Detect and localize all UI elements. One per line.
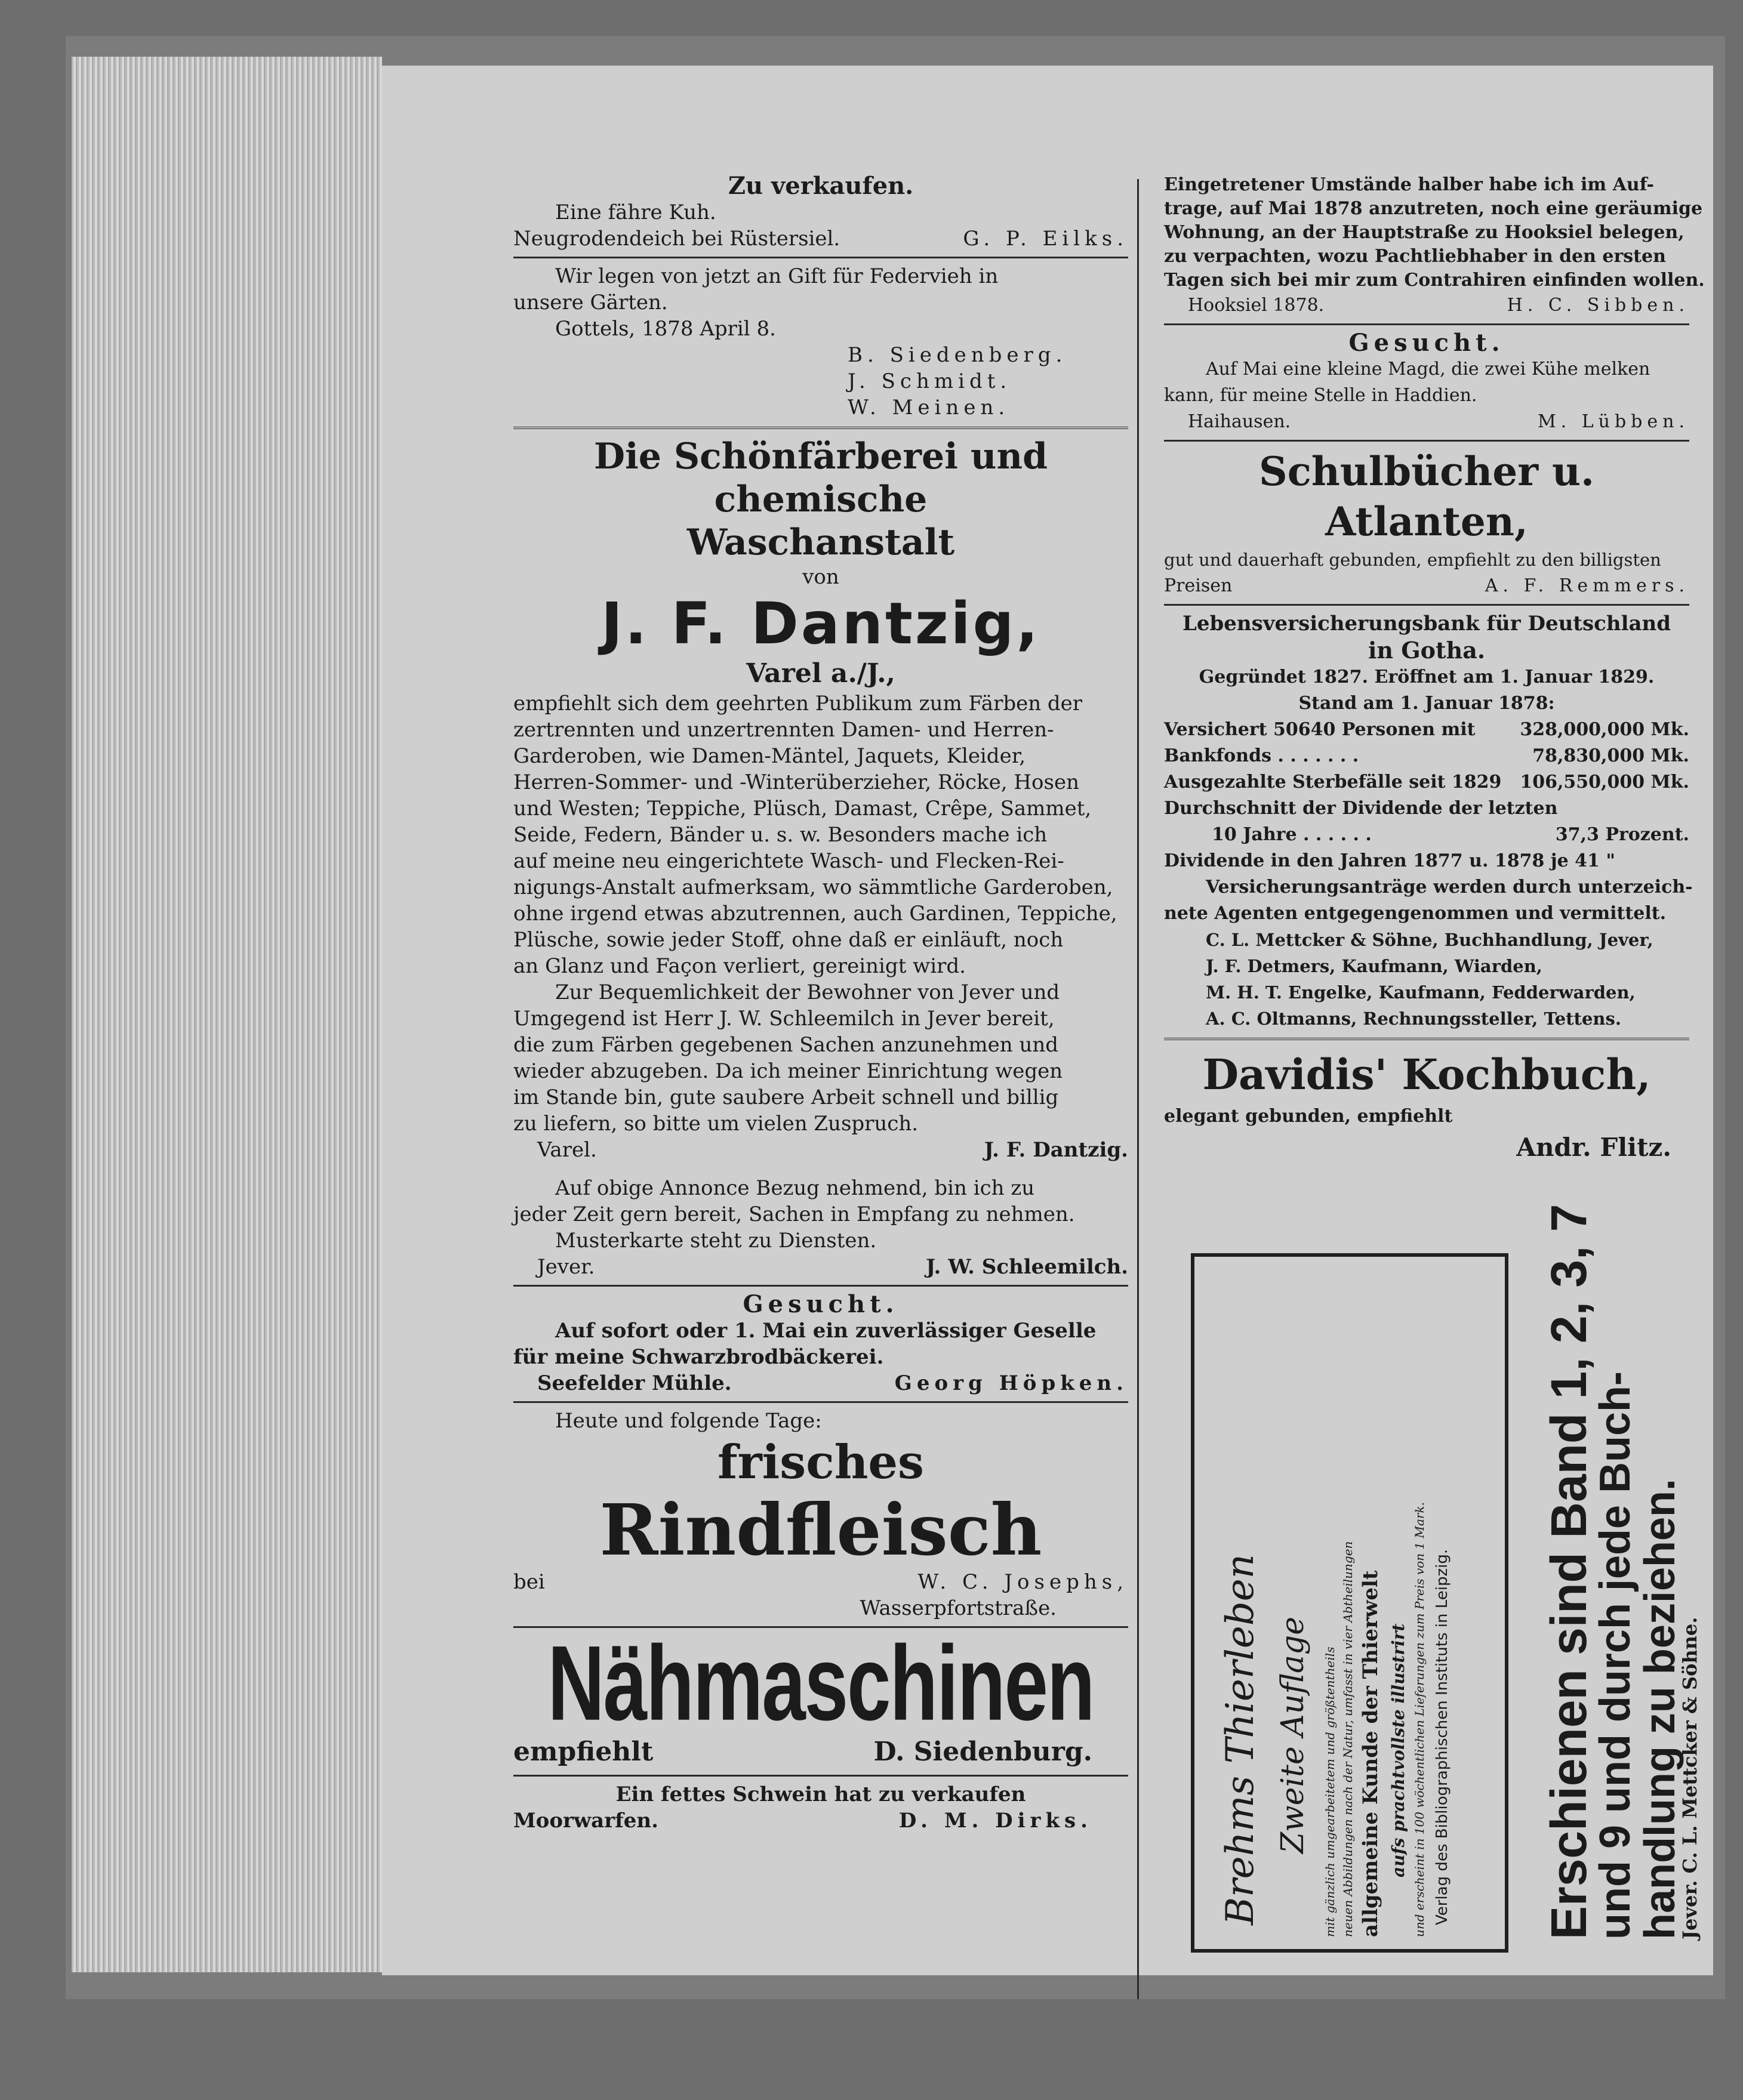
table-cell: Bankfonds . . . . . . .	[1164, 745, 1359, 766]
ad-sign: B. Siedenberg.	[848, 343, 1067, 367]
ad-place: Neugrodendeich bei Rüstersiel.	[513, 227, 840, 251]
ad-line: gut und dauerhaft gebunden, empfiehlt zu den billigsten	[1164, 550, 1661, 570]
ad-sign-row	[513, 1137, 1128, 1163]
body-line: Umgegend ist Herr J. W. Schleemilch in Jever bereit,	[513, 1007, 1055, 1031]
ad-place: Moorwarfen.	[513, 1809, 658, 1833]
ad-line: Dividende in den Jahren 1877 u. 1878 je 41 "	[1164, 850, 1615, 871]
ad-sign: Jever. C. L. Mettcker & Söhne.	[1679, 1617, 1701, 1939]
ad-line: Verlag des Bibliographischen Instituts in Leipzig.	[1433, 1549, 1451, 1925]
ad-sign-row	[513, 1569, 1128, 1595]
ad-line: Preisen	[1164, 575, 1233, 596]
ad-bei: bei	[513, 1570, 545, 1594]
body-line: zertrennten und unzertrennten Damen- und Herren-	[513, 718, 1054, 742]
ad-erschienen	[1540, 1204, 1701, 1945]
page-stack-edge	[72, 57, 382, 1972]
ad-sign: Andr. Flitz.	[1516, 1133, 1671, 1162]
ad-sign: W. Meinen.	[848, 396, 1010, 420]
body-line: nigungs-Anstalt aufmerksam, wo sämmtliche Garderoben,	[513, 875, 1113, 899]
ad-headline: Lebensversicherungsbank für Deutschland	[1182, 612, 1671, 636]
ad-gift	[513, 263, 1128, 421]
ad-headline: und 9 und durch jede Buch-	[1591, 1371, 1639, 1939]
ad-line: Eingetretener Umstände halber habe ich im Auf-	[1164, 174, 1654, 195]
ad-headline: in Gotha.	[1368, 637, 1486, 664]
ad-line: Tagen sich bei mir zum Contrahiren einfinden wollen.	[1164, 270, 1705, 291]
ad-dantzig	[513, 435, 1128, 1280]
ad-place: Haihausen.	[1188, 411, 1291, 432]
ad-line: Heute und folgende Tage:	[555, 1409, 822, 1433]
body-line: Herren-Sommer- und -Winterüberzieher, Röcke, Hosen	[513, 770, 1079, 794]
body-line: Seide, Federn, Bänder u. s. w. Besonders mache ich	[513, 823, 1048, 847]
divider	[513, 1401, 1128, 1403]
body-line: empfiehlt sich dem geehrten Publikum zum Färben der	[513, 692, 1083, 716]
body-line: an Glanz und Façon verliert, gereinigt wird.	[513, 954, 966, 978]
ad-headline: Schulbücher u. Atlanten,	[1259, 448, 1594, 545]
ad-von: von	[802, 565, 839, 589]
ad-sign: A. F. Remmers.	[1485, 575, 1689, 596]
divider	[513, 427, 1128, 429]
ad-place: Jever.	[537, 1255, 595, 1279]
ad-line: Durchschnitt der Dividende der letzten	[1164, 798, 1558, 819]
ad-sign-row	[513, 226, 1128, 252]
ad-sign: Georg Höpken.	[894, 1371, 1128, 1395]
body-line: im Stande bin, gute saubere Arbeit schnell und billig	[513, 1086, 1059, 1109]
ad-place: Seefelder Mühle.	[537, 1371, 732, 1395]
ad-sign: D. Siedenburg.	[873, 1737, 1092, 1767]
ad-line: allgemeine Kunde der Thierwelt	[1359, 1570, 1382, 1937]
rotated-ads	[1164, 66, 1705, 1975]
table-cell: 328,000,000 Mk.	[1520, 719, 1689, 740]
divider	[513, 257, 1128, 258]
ad-sign: G. P. Eilks.	[963, 227, 1128, 251]
table-cell: 78,830,000 Mk.	[1532, 745, 1689, 766]
ad-headline: frisches	[717, 1435, 924, 1490]
ad-line: Eine fähre Kuh.	[555, 201, 716, 224]
ad-line: mit gänzlich umgearbeitetem und größtentheils	[1323, 1646, 1337, 1937]
ad-rindfleisch	[513, 1408, 1128, 1621]
table-cell: 106,550,000 Mk.	[1520, 772, 1689, 792]
ad-sign: J. W. Schleemilch.	[926, 1255, 1128, 1279]
ad-line: Stand am 1. Januar 1878:	[1298, 693, 1555, 714]
divider	[513, 1285, 1128, 1287]
ad-place: Hooksiel 1878.	[1188, 295, 1325, 316]
ad-headline: handlung zu beziehen.	[1636, 1479, 1684, 1939]
ad-zu-verkaufen	[513, 173, 1128, 252]
ad-headline: Davidis' Kochbuch,	[1202, 1050, 1651, 1099]
divider	[513, 1775, 1128, 1777]
ad-line: Ein fettes Schwein hat zu verkaufen	[615, 1783, 1026, 1806]
ad-sign-row	[513, 1254, 1128, 1280]
table-cell: Ausgezahlte Sterbefälle seit 1829	[1164, 772, 1502, 792]
ad-line: aufs prachtvollste illustrirt	[1388, 1623, 1408, 1877]
body-line: auf meine neu eingerichtete Wasch- und Flecken-Rei-	[513, 849, 1064, 873]
ad-line: Musterkarte steht zu Diensten.	[555, 1229, 877, 1253]
ad-place-heading: Varel a./J.,	[746, 658, 895, 689]
ad-naehmaschinen	[513, 1624, 1128, 1770]
body-line: zu liefern, so bitte um vielen Zuspruch.	[513, 1112, 919, 1136]
body-line: Garderoben, wie Damen-Mäntel, Jaquets, Kleider,	[513, 744, 1026, 768]
ad-line: und erscheint in 100 wöchentlichen Lieferungen zum Preis von 1 Mark.	[1412, 1502, 1427, 1937]
ad-line: Auf obige Annonce Bezug nehmend, bin ich zu	[555, 1176, 1035, 1200]
body-line: die zum Färben gegebenen Sachen anzunehmen und	[513, 1033, 1059, 1057]
ad-brehms-box	[1191, 1253, 1508, 1953]
ad-line: unsere Gärten.	[513, 291, 668, 314]
body-line: Zur Bequemlichkeit der Bewohner von Jever und	[555, 980, 1060, 1004]
body-line: Plüsche, sowie jeder Stoff, ohne daß er einläuft, noch	[513, 928, 1064, 952]
ad-subtitle: Zweite Auflage	[1275, 1616, 1311, 1854]
ad-line: Gegründet 1827. Eröffnet am 1. Januar 1829.	[1199, 667, 1655, 687]
ad-agent: C. L. Mettcker & Söhne, Buchhandlung, Jever,	[1206, 930, 1653, 950]
ad-line: jeder Zeit gern bereit, Sachen in Empfang zu nehmen.	[513, 1202, 1075, 1226]
ad-gesucht	[513, 1291, 1128, 1396]
ad-body	[513, 690, 1128, 1137]
ad-line: Wohnung, an der Hauptstraße zu Hooksiel belegen,	[1164, 222, 1685, 243]
ad-title: Brehms Thierleben	[1218, 1554, 1262, 1925]
ad-company-name: J. F. Dantzig,	[601, 590, 1040, 657]
ad-sign: D. M. Dirks.	[898, 1809, 1092, 1833]
ad-date: Gottels, 1878 April 8.	[555, 317, 776, 341]
ad-sign: J. F. Dantzig.	[984, 1138, 1128, 1162]
body-line: und Westen; Teppiche, Plüsch, Damast, Crêpe, Sammet,	[513, 797, 1092, 821]
ad-line: zu verpachten, wozu Pachtliebhaber in den ersten	[1164, 246, 1666, 267]
ad-agent: A. C. Oltmanns, Rechnungssteller, Tettens.	[1206, 1009, 1621, 1029]
ad-sign: W. C. Josephs,	[917, 1570, 1128, 1594]
table-cell: Versichert 50640 Personen mit	[1164, 719, 1476, 740]
table-cell: 37,3 Prozent.	[1555, 824, 1689, 845]
ad-sign: H. C. Sibben.	[1507, 295, 1689, 316]
ad-line: neuen Abbildungen nach der Natur, umfasst in vier Abtheilungen	[1341, 1541, 1355, 1937]
ad-headline: Die Schönfärberei und chemische	[593, 436, 1048, 520]
ad-line: trage, auf Mai 1878 anzutreten, noch eine geräumige	[1164, 198, 1703, 219]
ad-line: Auf sofort oder 1. Mai ein zuverlässiger Geselle	[555, 1319, 1097, 1343]
ad-street: Wasserpfortstraße.	[860, 1596, 1057, 1620]
ad-agent: M. H. T. Engelke, Kaufmann, Fedderwarden,	[1206, 982, 1636, 1003]
ad-sign-row	[513, 1370, 1128, 1396]
ad-place: Varel.	[537, 1138, 597, 1162]
body-line: wieder abzugeben. Da ich meiner Einrichtung wegen	[513, 1059, 1063, 1083]
table-cell: 10 Jahre . . . . . .	[1212, 824, 1372, 845]
ad-line: für meine Schwarzbrodbäckerei.	[513, 1345, 884, 1369]
ad-title: Gesucht.	[1348, 329, 1505, 357]
ad-headline-large: Rindfleisch	[599, 1488, 1042, 1571]
ad-sign: J. Schmidt.	[848, 369, 1012, 393]
ad-line: kann, für meine Stelle in Haddien.	[1164, 385, 1477, 406]
ad-title: Gesucht.	[743, 1290, 899, 1318]
ad-emp: empfiehlt	[513, 1737, 654, 1767]
ad-line: Wir legen von jetzt an Gift für Federvieh in	[555, 264, 999, 288]
column-rule	[1137, 179, 1139, 1999]
ad-line: elegant gebunden, empfiehlt	[1164, 1106, 1453, 1127]
left-column	[513, 66, 1128, 1834]
ad-title: Zu verkaufen.	[728, 172, 914, 200]
ad-line: Versicherungsanträge werden durch unterzeich-	[1206, 877, 1693, 898]
newspaper-page	[382, 66, 1713, 1975]
ad-agent: J. F. Detmers, Kaufmann, Wiarden,	[1206, 956, 1542, 976]
ad-line: nete Agenten entgegengenommen und vermittelt.	[1164, 903, 1667, 924]
ad-sign: M. Lübben.	[1537, 411, 1689, 432]
ad-headline: Waschanstalt	[686, 522, 955, 563]
ad-headline-large: Nähmaschinen	[547, 1624, 1094, 1743]
ad-sign-row	[513, 1808, 1128, 1834]
ad-schwein	[513, 1781, 1128, 1834]
ad-line: Auf Mai eine kleine Magd, die zwei Kühe melken	[1206, 359, 1650, 380]
ad-headline: Erschienen sind Band 1, 2, 3, 7	[1541, 1204, 1597, 1939]
body-line: ohne irgend etwas abzutrennen, auch Gardinen, Teppiche,	[513, 902, 1117, 926]
